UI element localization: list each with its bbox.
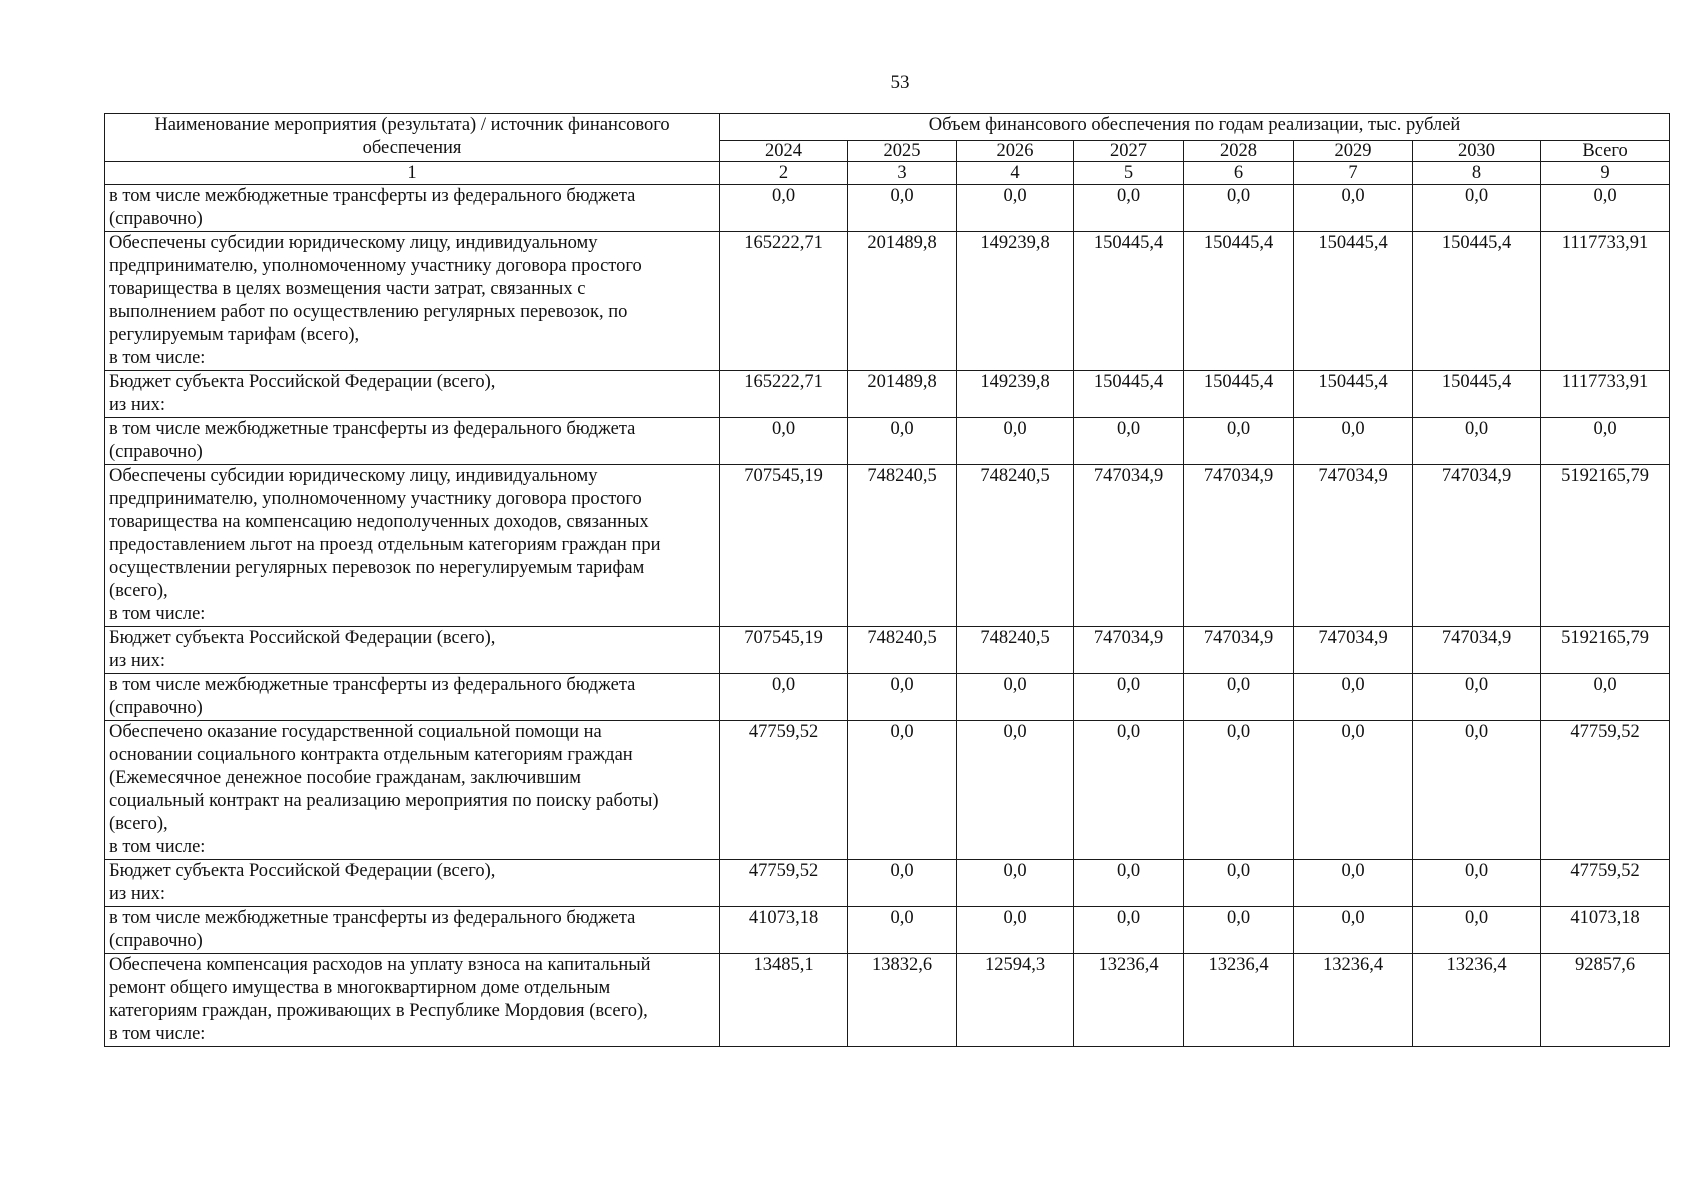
row-name-line: социальный контракт на реализацию мероприятия по поиску работы) xyxy=(109,791,659,811)
year-value-cell: 747034,9 xyxy=(1184,465,1294,627)
row-name-line: (справочно) xyxy=(109,698,203,718)
row-name-line: (справочно) xyxy=(109,209,203,229)
year-value-cell: 0,0 xyxy=(848,907,957,954)
row-name-cell xyxy=(105,860,720,907)
year-value-cell: 0,0 xyxy=(1074,907,1184,954)
table-body xyxy=(105,185,1670,1047)
year-value-cell: 150445,4 xyxy=(1294,232,1413,371)
row-name-cell xyxy=(105,954,720,1047)
row-name-cell xyxy=(105,418,720,465)
year-value-cell: 0,0 xyxy=(957,418,1074,465)
page-number: 53 xyxy=(890,72,910,93)
year-value-cell: 13236,4 xyxy=(1074,954,1184,1047)
year-value-cell: 13236,4 xyxy=(1413,954,1541,1047)
row-name-line: Обеспечено оказание государственной социальной помощи на xyxy=(109,722,602,742)
year-value-cell: 747034,9 xyxy=(1413,465,1541,627)
row-name-line: из них: xyxy=(109,651,166,671)
year-value-cell: 747034,9 xyxy=(1074,465,1184,627)
year-value-cell: 0,0 xyxy=(848,418,957,465)
financing-table xyxy=(104,113,1670,1047)
column-number: 9 xyxy=(1541,162,1670,185)
year-value-cell: 0,0 xyxy=(720,418,848,465)
year-value-cell: 201489,8 xyxy=(848,371,957,418)
year-value-cell: 150445,4 xyxy=(1184,371,1294,418)
year-value-cell: 13236,4 xyxy=(1184,954,1294,1047)
row-name-line: товарищества на компенсацию недополученных доходов, связанных xyxy=(109,512,649,532)
row-name-line: в том числе: xyxy=(109,1024,206,1044)
year-value-cell: 748240,5 xyxy=(848,627,957,674)
row-name-line: Бюджет субъекта Российской Федерации (всего), xyxy=(109,628,496,648)
row-name-cell xyxy=(105,465,720,627)
row-name-line: Обеспечены субсидии юридическому лицу, индивидуальному xyxy=(109,233,598,253)
year-value-cell: 0,0 xyxy=(1294,721,1413,860)
year-value-cell: 0,0 xyxy=(1184,674,1294,721)
year-value-cell: 0,0 xyxy=(1294,674,1413,721)
column-number: 3 xyxy=(848,162,957,185)
year-value-cell: 0,0 xyxy=(1413,418,1541,465)
row-name-cell xyxy=(105,721,720,860)
year-value-cell: 747034,9 xyxy=(1184,627,1294,674)
year-value-cell: 748240,5 xyxy=(957,627,1074,674)
year-value-cell: 150445,4 xyxy=(1074,232,1184,371)
year-header: 2024 xyxy=(720,141,848,162)
total-value-cell: 0,0 xyxy=(1541,185,1670,232)
year-value-cell: 149239,8 xyxy=(957,371,1074,418)
year-value-cell: 47759,52 xyxy=(720,860,848,907)
column-number: 7 xyxy=(1294,162,1413,185)
row-name-cell xyxy=(105,627,720,674)
total-value-cell: 0,0 xyxy=(1541,418,1670,465)
total-value-cell: 47759,52 xyxy=(1541,860,1670,907)
year-value-cell: 0,0 xyxy=(957,860,1074,907)
row-name-line: категориям граждан, проживающих в Республике Мордовия (всего), xyxy=(109,1001,648,1021)
year-value-cell: 150445,4 xyxy=(1413,232,1541,371)
row-name-line: из них: xyxy=(109,395,166,415)
row-name-line: в том числе межбюджетные трансферты из федерального бюджета xyxy=(109,675,636,695)
total-value-cell: 1117733,91 xyxy=(1541,232,1670,371)
total-value-cell: 5192165,79 xyxy=(1541,465,1670,627)
year-value-cell: 12594,3 xyxy=(957,954,1074,1047)
year-header: 2025 xyxy=(848,141,957,162)
table-row xyxy=(105,674,1670,721)
year-value-cell: 707545,19 xyxy=(720,627,848,674)
year-value-cell: 0,0 xyxy=(1294,418,1413,465)
header-row-column-numbers xyxy=(105,162,1670,185)
year-value-cell: 0,0 xyxy=(957,721,1074,860)
volume-group-header: Объем финансового обеспечения по годам реализации, тыс. рублей xyxy=(720,114,1670,141)
year-value-cell: 0,0 xyxy=(1413,721,1541,860)
table-row xyxy=(105,185,1670,232)
year-value-cell: 0,0 xyxy=(848,674,957,721)
year-value-cell: 0,0 xyxy=(1184,907,1294,954)
row-name-line: Обеспечена компенсация расходов на уплату взноса на капитальный xyxy=(109,955,651,975)
year-value-cell: 0,0 xyxy=(1294,860,1413,907)
year-value-cell: 41073,18 xyxy=(720,907,848,954)
year-value-cell: 0,0 xyxy=(1413,860,1541,907)
row-name-line: предпринимателю, уполномоченному участнику договора простого xyxy=(109,489,642,509)
year-value-cell: 707545,19 xyxy=(720,465,848,627)
row-name-line: предоставлением льгот на проезд отдельным категориям граждан при xyxy=(109,535,661,555)
year-value-cell: 201489,8 xyxy=(848,232,957,371)
row-name-cell xyxy=(105,232,720,371)
row-name-line: Бюджет субъекта Российской Федерации (всего), xyxy=(109,372,496,392)
table-row xyxy=(105,371,1670,418)
column-number: 5 xyxy=(1074,162,1184,185)
year-value-cell: 748240,5 xyxy=(848,465,957,627)
row-name-line: основании социального контракта отдельным категориям граждан xyxy=(109,745,633,765)
year-value-cell: 0,0 xyxy=(1413,907,1541,954)
table-row xyxy=(105,860,1670,907)
year-value-cell: 0,0 xyxy=(1184,185,1294,232)
year-value-cell: 13832,6 xyxy=(848,954,957,1047)
row-name-line: (Ежемесячное денежное пособие гражданам, заключившим xyxy=(109,768,581,788)
year-value-cell: 0,0 xyxy=(1184,860,1294,907)
year-header: 2027 xyxy=(1074,141,1184,162)
row-name-line: (справочно) xyxy=(109,442,203,462)
row-name-line: товарищества в целях возмещения части затрат, связанных с xyxy=(109,279,586,299)
row-name-line: Обеспечены субсидии юридическому лицу, индивидуальному xyxy=(109,466,598,486)
year-value-cell: 0,0 xyxy=(720,185,848,232)
total-value-cell: 41073,18 xyxy=(1541,907,1670,954)
year-value-cell: 150445,4 xyxy=(1184,232,1294,371)
row-name-line: в том числе: xyxy=(109,837,206,857)
year-value-cell: 13236,4 xyxy=(1294,954,1413,1047)
year-value-cell: 150445,4 xyxy=(1074,371,1184,418)
year-value-cell: 0,0 xyxy=(957,674,1074,721)
year-value-cell: 0,0 xyxy=(848,721,957,860)
column-number: 6 xyxy=(1184,162,1294,185)
row-name-line: в том числе межбюджетные трансферты из федерального бюджета xyxy=(109,186,636,206)
table-row xyxy=(105,465,1670,627)
row-name-cell xyxy=(105,185,720,232)
row-name-cell xyxy=(105,674,720,721)
row-name-line: из них: xyxy=(109,884,166,904)
year-value-cell: 747034,9 xyxy=(1294,627,1413,674)
table-row xyxy=(105,954,1670,1047)
total-value-cell: 1117733,91 xyxy=(1541,371,1670,418)
row-name-cell xyxy=(105,371,720,418)
column-number: 1 xyxy=(105,162,720,185)
year-value-cell: 747034,9 xyxy=(1294,465,1413,627)
year-value-cell: 0,0 xyxy=(848,860,957,907)
row-name-line: Бюджет субъекта Российской Федерации (всего), xyxy=(109,861,496,881)
table-row xyxy=(105,907,1670,954)
row-name-line: (справочно) xyxy=(109,931,203,951)
table-row xyxy=(105,721,1670,860)
row-name-line: в том числе: xyxy=(109,604,206,624)
table-row xyxy=(105,232,1670,371)
row-name-line: (всего), xyxy=(109,581,168,601)
name-column-header: Наименование мероприятия (результата) / источник финансового обеспечения xyxy=(105,114,720,162)
row-name-line: выполнением работ по осуществлению регулярных перевозок, по xyxy=(109,302,628,322)
total-value-cell: 92857,6 xyxy=(1541,954,1670,1047)
row-name-line: в том числе межбюджетные трансферты из федерального бюджета xyxy=(109,419,636,439)
column-number: 2 xyxy=(720,162,848,185)
year-value-cell: 0,0 xyxy=(1184,418,1294,465)
total-value-cell: 47759,52 xyxy=(1541,721,1670,860)
total-value-cell: 5192165,79 xyxy=(1541,627,1670,674)
column-number: 8 xyxy=(1413,162,1541,185)
year-value-cell: 165222,71 xyxy=(720,232,848,371)
year-value-cell: 0,0 xyxy=(848,185,957,232)
year-value-cell: 0,0 xyxy=(1294,907,1413,954)
year-value-cell: 165222,71 xyxy=(720,371,848,418)
year-value-cell: 13485,1 xyxy=(720,954,848,1047)
year-value-cell: 747034,9 xyxy=(1074,627,1184,674)
year-value-cell: 0,0 xyxy=(1184,721,1294,860)
year-value-cell: 0,0 xyxy=(1413,185,1541,232)
row-name-line: осуществлении регулярных перевозок по нерегулируемым тарифам xyxy=(109,558,645,578)
row-name-line: в том числе межбюджетные трансферты из федерального бюджета xyxy=(109,908,636,928)
year-value-cell: 747034,9 xyxy=(1413,627,1541,674)
year-value-cell: 0,0 xyxy=(720,674,848,721)
year-header: 2026 xyxy=(957,141,1074,162)
row-name-line: ремонт общего имущества в многоквартирном доме отдельным xyxy=(109,978,611,998)
table-row xyxy=(105,627,1670,674)
total-value-cell: 0,0 xyxy=(1541,674,1670,721)
header-row-group xyxy=(105,114,1670,141)
row-name-line: в том числе: xyxy=(109,348,206,368)
year-value-cell: 47759,52 xyxy=(720,721,848,860)
column-number: 4 xyxy=(957,162,1074,185)
year-value-cell: 0,0 xyxy=(1074,860,1184,907)
year-value-cell: 150445,4 xyxy=(1413,371,1541,418)
year-value-cell: 0,0 xyxy=(957,185,1074,232)
year-value-cell: 150445,4 xyxy=(1294,371,1413,418)
year-header: 2028 xyxy=(1184,141,1294,162)
year-value-cell: 0,0 xyxy=(1074,185,1184,232)
year-header: 2029 xyxy=(1294,141,1413,162)
year-value-cell: 0,0 xyxy=(957,907,1074,954)
year-value-cell: 0,0 xyxy=(1074,674,1184,721)
row-name-line: предпринимателю, уполномоченному участнику договора простого xyxy=(109,256,642,276)
table-header xyxy=(105,114,1670,185)
row-name-cell xyxy=(105,907,720,954)
row-name-line: регулируемым тарифам (всего), xyxy=(109,325,360,345)
year-value-cell: 748240,5 xyxy=(957,465,1074,627)
year-value-cell: 0,0 xyxy=(1294,185,1413,232)
row-name-line: (всего), xyxy=(109,814,168,834)
year-value-cell: 0,0 xyxy=(1074,418,1184,465)
total-header: Всего xyxy=(1541,141,1670,162)
year-header: 2030 xyxy=(1413,141,1541,162)
year-value-cell: 0,0 xyxy=(1413,674,1541,721)
table-row xyxy=(105,418,1670,465)
year-value-cell: 149239,8 xyxy=(957,232,1074,371)
year-value-cell: 0,0 xyxy=(1074,721,1184,860)
